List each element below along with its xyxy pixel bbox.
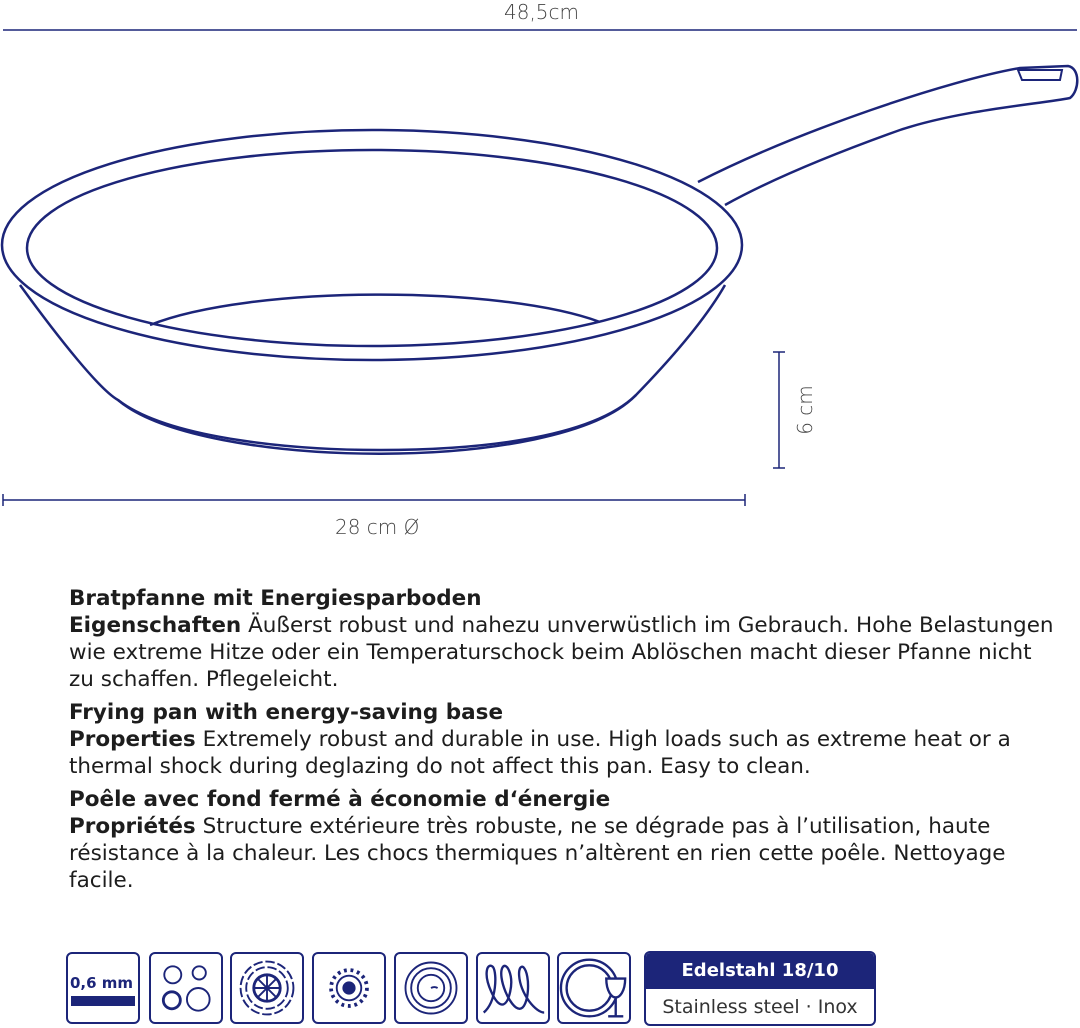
- section-de: [69, 585, 1059, 693]
- pan-handle: [698, 66, 1077, 205]
- halogen-icon: [230, 952, 304, 1024]
- material-badge: [644, 951, 876, 1026]
- gas-icon: [312, 952, 386, 1024]
- pan-body: [20, 285, 725, 454]
- induction-icon: [476, 952, 550, 1024]
- section-en: [69, 699, 1059, 780]
- thickness-label: 0,6 mm: [70, 974, 134, 992]
- pan-inner-rim: [27, 150, 717, 346]
- thickness-bar: [71, 996, 135, 1006]
- section-label: Properties: [69, 727, 196, 752]
- height-label: 6 cm: [792, 385, 817, 435]
- material-subtitle: Stainless steel · Inox: [662, 996, 858, 1018]
- ceramic-icon: [394, 952, 468, 1024]
- description: [69, 585, 1059, 900]
- dishwasher-icon: [557, 952, 631, 1024]
- electric-hob-icon: [149, 952, 223, 1024]
- material-title: Edelstahl 18/10: [646, 953, 874, 989]
- pan-outer-rim: [2, 130, 742, 360]
- section-title: Bratpfanne mit Energiesparboden: [69, 586, 482, 611]
- section-label: Propriétés: [69, 814, 196, 839]
- pan-floor: [150, 295, 600, 325]
- section-label: Eigenschaften: [69, 613, 242, 638]
- section-text: Extremely robust and durable in use. High loads such as extreme heat or a thermal shock during deglazing do not affect this pan. Easy to clean.: [69, 727, 1011, 779]
- section-title: Frying pan with energy-saving base: [69, 700, 504, 725]
- diameter-label: 28 cm Ø: [335, 515, 420, 539]
- section-text: Äußerst robust und nahezu unverwüstlich im Gebrauch. Hohe Belastungen wie extreme Hitze oder ein Temperaturschock beim Ablöschen macht dieser Pfanne nicht zu schaffen. Pflegeleicht.: [69, 613, 1054, 692]
- thickness-icon: [66, 952, 140, 1024]
- pan-base: [118, 395, 636, 450]
- section-text: Structure extérieure très robuste, ne se dégrade pas à l’utilisation, haute résistance à la chaleur. Les chocs thermiques n’altèrent en rien cette poêle. Nettoyage facile.: [69, 814, 1006, 893]
- length-label: 48,5cm: [504, 0, 580, 24]
- section-title: Poêle avec fond fermé à économie d‘énergie: [69, 787, 611, 812]
- section-fr: [69, 786, 1019, 894]
